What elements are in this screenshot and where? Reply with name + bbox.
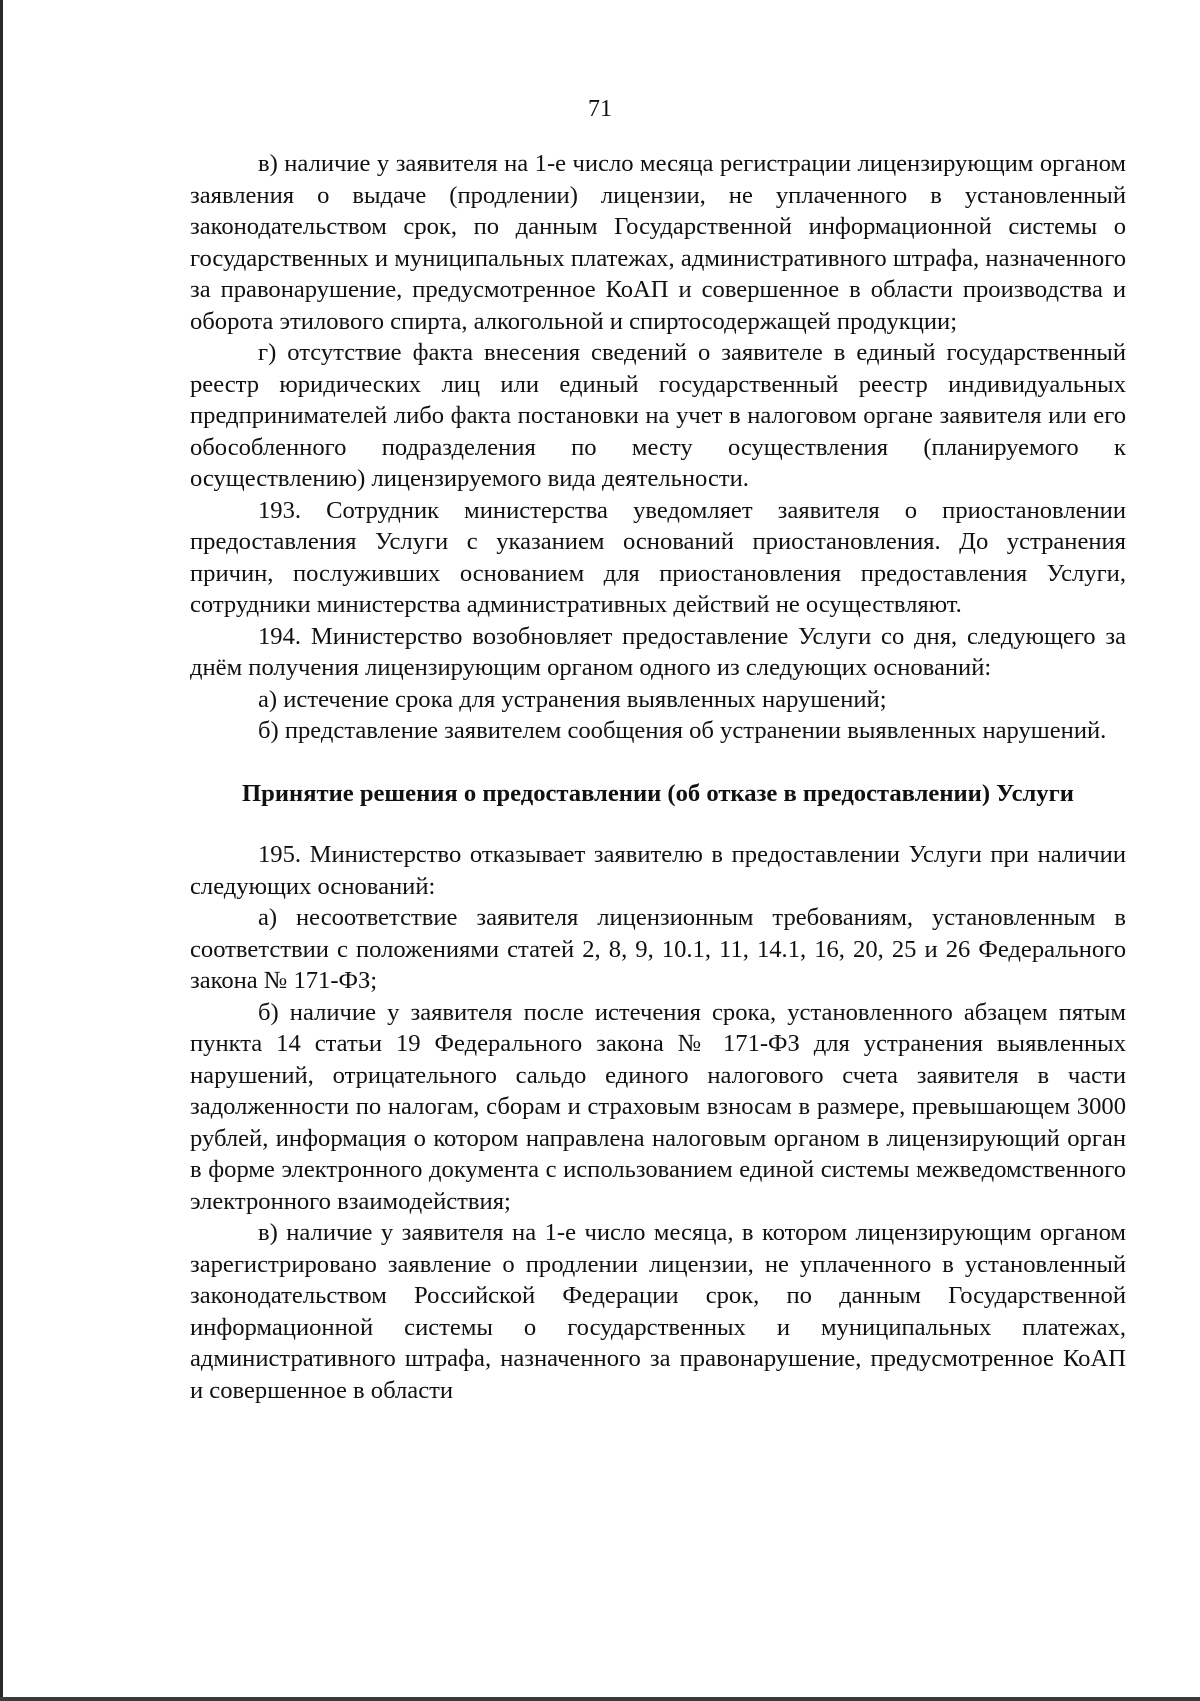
section-heading: Принятие решения о предоставлении (об отказе в предоставлении) Услуги [242, 779, 1074, 807]
paragraph-194-b: б) представление заявителем сообщения об устранении выявленных нарушений. [258, 717, 1107, 744]
paragraph-v-fine: в) наличие у заявителя на 1-е число месяца регистрации лицензирующим органом заявления о выдаче (продлении) лицензии, не уплаченного в установленный законодательством срок, по данным Государственной информационной системы о государственных и муниципальных платежах, административного штрафа, назначенного за правонарушение, предусмотренное КоАП и совершенное в области производства и оборота этилового спирта, алкогольной и спиртосодержащей продукции; [190, 150, 1126, 335]
paragraph-195-b: б) наличие у заявителя после истечения срока, установленного абзацем пятым пункта 14 статьи 19 Федерального закона № 171-ФЗ для устранения выявленных нарушений, отрицательного сальдо единого налогового счета заявителя в части задолженности по налогам, сборам и страховым взносам в размере, превышающем 3000 рублей, информация о котором направлена налоговым органом в лицензирующий орган в форме электронного документа с использованием единой системы межведомственного электронного взаимодействия; [190, 998, 1126, 1215]
paragraph-193: 193. Сотрудник министерства уведомляет заявителя о приостановлении предоставления Услуги с указанием оснований приостановления. До устранения причин, послуживших основанием для приостановления предоставления Услуги, сотрудники министерства административных действий не осуществляют. [190, 496, 1126, 618]
paragraph-195-a: а) несоответствие заявителя лицензионным требованиям, установленным в соответствии с положениями статей 2, 8, 9, 10.1, 11, 14.1, 16, 20, 25 и 26 Федерального закона № 171-ФЗ; [190, 904, 1126, 994]
paragraph-g-registry: г) отсутствие факта внесения сведений о заявителе в единый государственный реестр юридических лиц или единый государственный реестр индивидуальных предпринимателей либо факта постановки на учет в налоговом органе заявителя или его обособленного подразделения по месту осуществления (планируемого к осуществлению) лицензируемого вида деятельности. [190, 339, 1126, 492]
page-number: 71 [588, 96, 612, 122]
paragraph-194-a: а) истечение срока для устранения выявленных нарушений; [258, 685, 887, 713]
paragraph-194: 194. Министерство возобновляет предоставление Услуги со дня, следующего за днём получения лицензирующим органом одного из следующих оснований: [190, 622, 1126, 681]
paragraph-195-v: в) наличие у заявителя на 1-е число месяца, в котором лицензирующим органом зарегистрировано заявление о продлении лицензии, не уплаченного в установленный законодательством Российской Федерации срок, по данным Государственной информационной системы о государственных и муниципальных платежах, административного штрафа, назначенного за правонарушение, предусмотренное КоАП и совершенное в области [190, 1219, 1126, 1404]
scan-edge-left [0, 0, 3, 1701]
paragraph-195: 195. Министерство отказывает заявителю в предоставлении Услуги при наличии следующих оснований: [190, 841, 1126, 900]
scan-edge-bottom [0, 1697, 1200, 1701]
document-body [190, 148, 1126, 1406]
